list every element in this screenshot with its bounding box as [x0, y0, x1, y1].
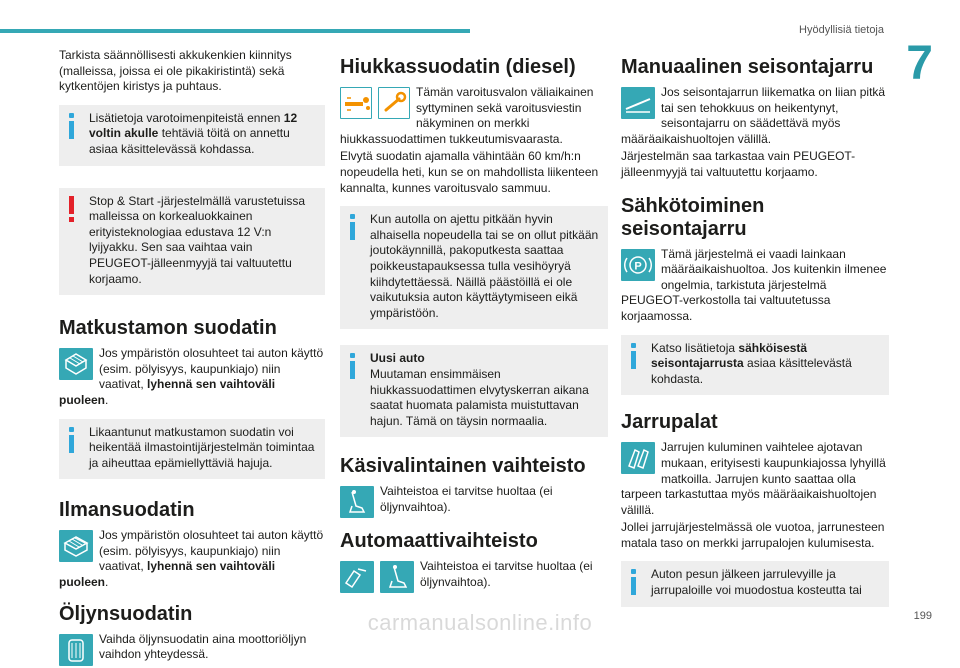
- chapter-number: 7: [906, 37, 933, 90]
- info-note-particle-filter: Kun autolla on ajettu pitkään hyvin alhaisella nopeudella tai se on ollut pitkään joutokäynnillä, pakoputkesta saattaa poikkeustapauksessa tulla vesihöyryä kiihdytettäessä. Näillä päästöillä ei ole vaikutuksia auton käyttäytymiseen eikä ympäristöön.: [340, 206, 608, 329]
- page-header-title: Hyödyllisiä tietoja: [799, 24, 884, 36]
- air-filter-row: Jos ympäristön olosuhteet tai auton käyttö (esim. pölyisyys, kaupunkiajo) niin vaativat, lyhennä sen vaihtoväli puoleen.: [59, 528, 324, 590]
- warning-note-battery: Stop & Start -järjestelmällä varustetuissa malleissa on korkealuokkainen erityisteknologiaa edustava 12 V:n lyijyakku. Sen saa vaihtaa vain PEUGEOT-jälleenmyyjä tai valtuutettu korjaamo.: [59, 188, 325, 296]
- wrench-warning-icon: [378, 87, 410, 119]
- parking-brake-lever-icon: [621, 87, 655, 119]
- info-icon: [69, 113, 75, 139]
- info-icon: [631, 343, 637, 369]
- oil-filter-icon: [59, 634, 93, 666]
- svg-text:P: P: [634, 260, 642, 273]
- heading-manual-gearbox: Käsivalintainen vaihteisto: [340, 455, 586, 478]
- electric-parking-brake-row: P Tämä järjestelmä ei vaadi lainkaan määräaikaishuoltoa. Jos kuitenkin ilmenee ongelmia, tarkistuta järjestelmä PEUGEOT-verkostolla tai valtuutetussa korjaamossa.: [621, 246, 887, 323]
- heading-oil-filter: Öljynsuodatin: [59, 602, 193, 625]
- manual-gearbox-row: Vaihteistoa ei tarvitse huoltaa (ei öljynvaihtoa).: [340, 484, 608, 515]
- automatic-gearbox-row: Vaihteistoa ei tarvitse huoltaa (ei öljynvaihtoa).: [340, 559, 608, 590]
- brake-pads-icon: [621, 442, 655, 474]
- brake-pads-row: Jarrujen kuluminen vaihtelee ajotavan mukaan, erityisesti kaupunkiajossa lyhyillä matkoilla. Jarrujen kunto saattaa olla tarpeen tarkastuttaa myös määräaikaishuoltojen välillä.: [621, 440, 886, 517]
- heading-automatic-gearbox: Automaattivaihteisto: [340, 530, 538, 553]
- page-number: 199: [913, 610, 932, 622]
- cabin-filter-icon: [59, 348, 93, 380]
- automatic-selector-icon: [380, 561, 414, 593]
- info-icon: [350, 353, 356, 379]
- warning-icon: [69, 196, 75, 222]
- info-note-cabin-filter: Likaantunut matkustamon suodatin voi heikentää ilmastointijärjestelmän toimintaa ja aiheuttaa epämiellyttäviä hajuja.: [59, 419, 325, 480]
- manual-parking-brake-row: Jos seisontajarrun liikematka on liian pitkä tai sen tehokkuus on heikentynyt, seisontajarru on säädettävä myös määräaikaishuoltojen välillä.: [621, 85, 886, 146]
- gearbox-icon: [340, 486, 374, 518]
- info-icon: [69, 427, 75, 453]
- heading-particle-filter: Hiukkassuodatin (diesel): [340, 56, 576, 78]
- header-accent-bar: [0, 29, 470, 33]
- oil-filter-row: Vaihda öljynsuodatin aina moottoriöljyn vaihdon yhteydessä.: [59, 632, 325, 663]
- automatic-gearbox-icon: [340, 561, 374, 593]
- heading-air-filter: Ilmansuodatin: [59, 499, 195, 522]
- heading-manual-parking-brake: Manuaalinen seisontajarru: [621, 56, 874, 78]
- column-3: Manuaalinen seisontajarru Jos seisontajarrun liikematka on liian pitkä tai sen tehokkuus on heikentynyt, seisontajarru on säädettävä myös määräaikaishuoltojen välillä. Järjestelmän saa tarkastaa vain PEUGEOT-jälleenmyyjä tai valtuutettu korjaamo. Sähkötoiminen seisontajarru P Tämä järjestelmä ei vaadi lainkaan määräaikaishuoltoa. Jos kuitenkin ilmenee ongelmia, tarkistuta järjestelmä PEUGEOT-verkostolla tai valtuutetussa korjaamossa. Katso lisätietoja sähköisestä seisontajarrusta asiaa käsittelevästä kohdasta. Jarrupalat Jarrujen kuluminen vaihtelee ajotavan mukaan, erityisesti kaupunkiajossa lyhyillä matkoilla. Jarrujen kunto saattaa olla tarpeen tarkastuttaa myös määräaikaishuoltojen välillä. Jollei jarrujärjestelmässä ole vuotoa, jarrunesteen matala taso on merkki jarrupalojen kulumisesta. Auton pesun jälkeen jarrulevyille ja jarrupaloille voi muodostua kosteutta tai: [621, 48, 889, 607]
- particle-filter-row: Tämän varoitusvalon väliaikainen syttyminen sekä varoitusviestin näkyminen on merkki hiukkassuodattimen tukkeutumisvaarasta.: [340, 85, 594, 146]
- column-2: Hiukkassuodatin (diesel) Tämän varoitusvalon väliaikainen syttyminen sekä varoitusviestin näkyminen on merkki hiukkassuodattimen tukkeutumisvaarasta. Elvytä suodatin ajamalla vähintään 60 km/h:n nopeudella heti, kun se on mahdollista liikenteen kannalta, kunnes varoitusvalo sammuu. Kun autolla on ajettu pitkään hyvin alhaisella nopeudella tai se on ollut pitkään joutokäynnillä, pakoputkesta saattaa poikkeustapauksessa tulla vesihöyryä kiihdytettäessä. Näillä päästöillä ei ole vaikutuksia auton käyttäytymiseen eikä ympäristöön. Uusi auto Muutaman ensimmäisen hiukkassuodattimen elvytyskerran aikana saatat huomata palamista muistuttavan hajun. Tämä on täysin normaalia. Käsivalintainen vaihteisto Vaihteistoa ei tarvitse huoltaa (ei öljynvaihtoa). Automaattivaihteisto Vaihteistoa ei tarvitse huoltaa (ei öljynvaihtoa).: [340, 48, 608, 595]
- air-filter-icon: [59, 530, 93, 562]
- column-1: [59, 48, 325, 668]
- info-icon: [631, 569, 637, 595]
- watermark: carmanualsonline.info: [367, 610, 593, 635]
- info-note-battery: Lisätietoja varotoimenpiteistä ennen 12 voltin akulle tehtäviä töitä on annettu asiaa käsittelevässä kohdassa.: [59, 105, 325, 166]
- cabin-filter-row: Jos ympäristön olosuhteet tai auton käyttö (esim. pölyisyys, kaupunkiajo) niin vaativat, lyhennä sen vaihtoväli puoleen.: [59, 346, 324, 407]
- heading-brake-pads: Jarrupalat: [621, 411, 718, 434]
- info-note-electric-parking-brake: Katso lisätietoja sähköisestä seisontajarrusta asiaa käsittelevästä kohdasta.: [621, 335, 889, 396]
- info-note-new-car: Uusi auto Muutaman ensimmäisen hiukkassuodattimen elvytyskerran aikana saatat huomata palamista muistuttavan hajun. Tämä on täysin normaalia.: [340, 345, 608, 437]
- battery-intro: Tarkista säännöllisesti akkukenkien kiinnitys (malleissa, joissa ei ole pikakiristintä) sekä kytkentöjen kiristys ja puhtaus.: [59, 48, 292, 94]
- info-icon: [350, 214, 356, 240]
- heading-electric-parking-brake: Sähkötoiminen seisontajarru: [621, 194, 765, 240]
- heading-cabin-filter: Matkustamon suodatin: [59, 317, 277, 340]
- exhaust-warning-icon: [340, 87, 372, 119]
- info-note-brake-pads: Auton pesun jälkeen jarrulevyille ja jarrupaloille voi muodostua kosteutta tai: [621, 561, 889, 606]
- electric-parking-brake-icon: [621, 249, 655, 281]
